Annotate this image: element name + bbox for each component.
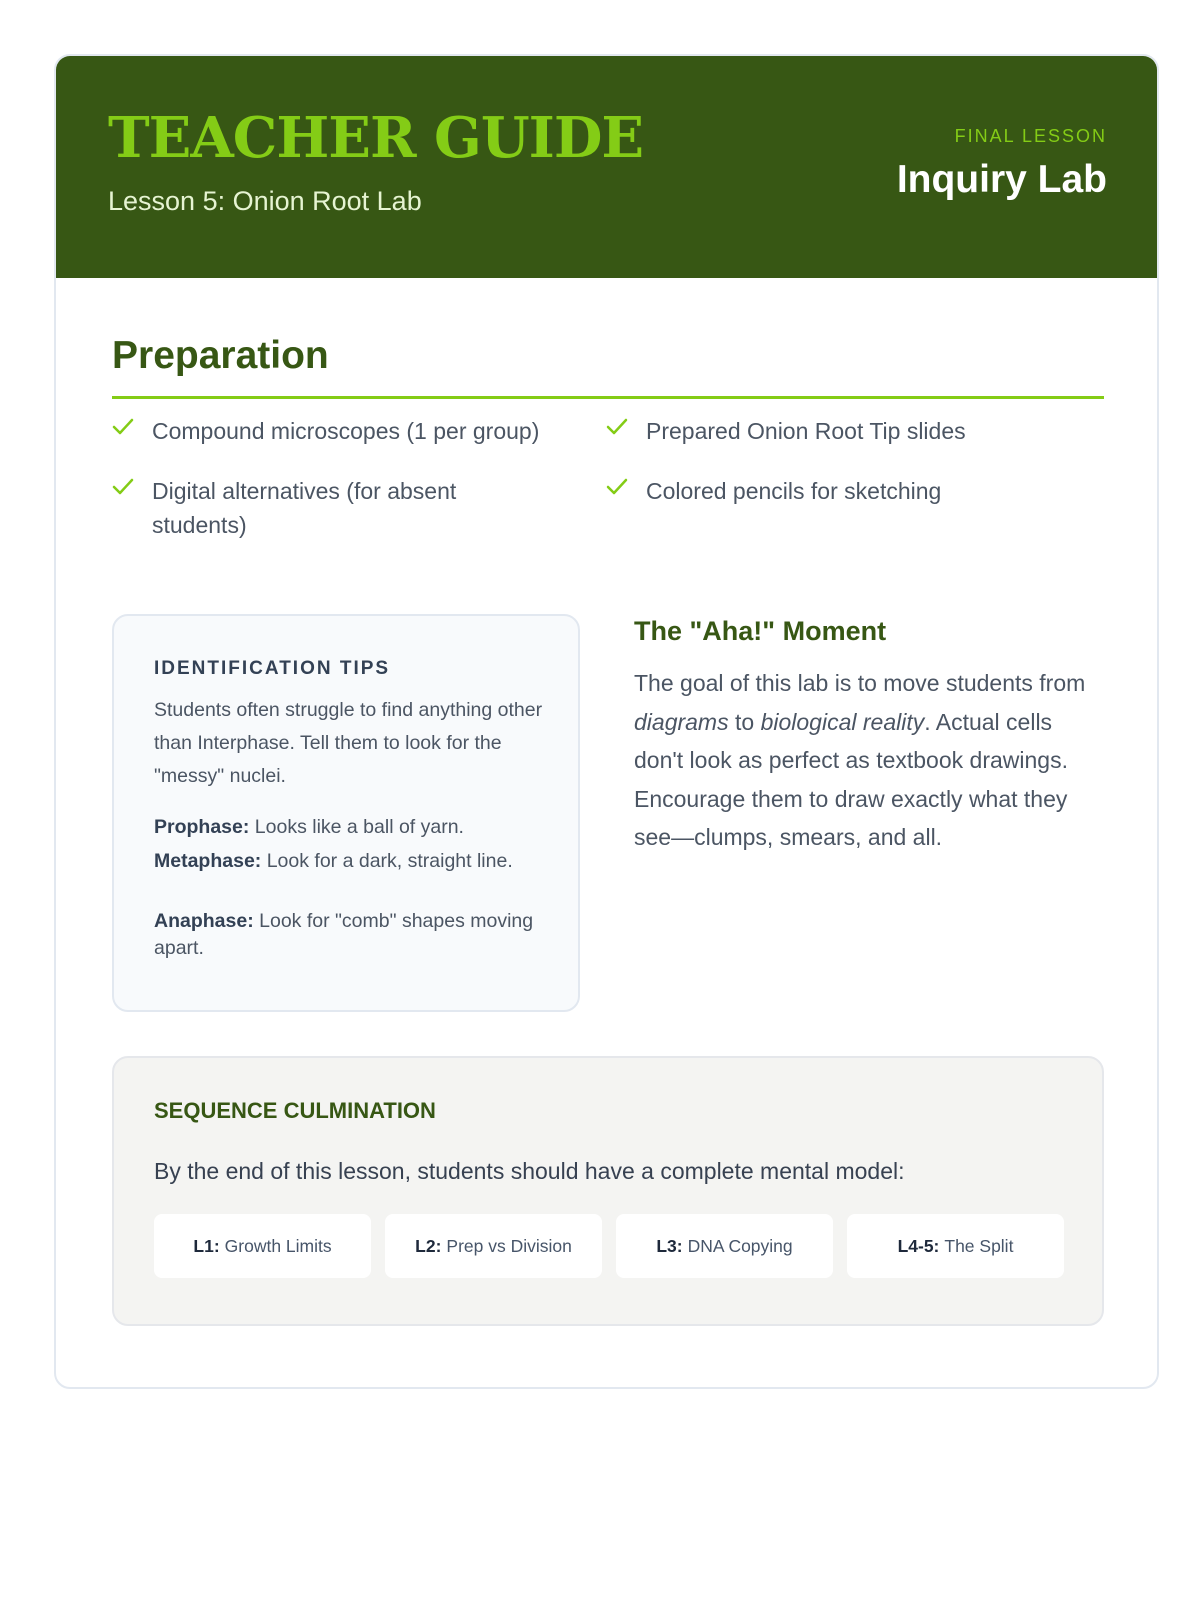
prep-item-label: Prepared Onion Root Tip slides xyxy=(646,418,966,444)
lesson-pill xyxy=(154,1214,371,1278)
prep-item xyxy=(606,474,1076,508)
phase-tip xyxy=(154,908,544,962)
preparation-divider xyxy=(112,396,1104,399)
teacher-guide-card xyxy=(54,54,1159,1389)
aha-text-3: . Actual cells don't look as perfect as textbook drawings. Encourage them to draw exactly what they see—clumps, smears, and all. xyxy=(634,708,1068,850)
lesson-kicker: FINAL LESSON xyxy=(954,126,1107,146)
sequence-heading: SEQUENCE CULMINATION xyxy=(154,1098,436,1123)
phase-tip xyxy=(154,848,544,875)
lesson-pill xyxy=(847,1214,1064,1278)
tips-intro: Students often struggle to find anything other than Interphase. Tell them to look for the "messy" nuclei. xyxy=(154,699,543,787)
guide-header xyxy=(54,54,1159,278)
aha-text-2: to xyxy=(728,708,761,735)
aha-heading: The "Aha!" Moment xyxy=(634,616,887,646)
prep-item-label: Digital alternatives (for absent students) xyxy=(152,478,457,538)
pill-code: L1: xyxy=(193,1235,220,1256)
prep-item xyxy=(606,414,1076,448)
sequence-text: By the end of this lesson, students should have a complete mental model: xyxy=(154,1158,905,1184)
pill-code: L2: xyxy=(415,1235,442,1256)
phase-name: Anaphase: xyxy=(154,910,254,932)
guide-title: TEACHER GUIDE xyxy=(108,105,644,171)
check-icon xyxy=(112,474,152,496)
phase-name: Prophase: xyxy=(154,816,250,838)
pill-code: L4-5: xyxy=(897,1235,940,1256)
check-icon xyxy=(606,414,646,436)
phase-text: Look for a dark, straight line. xyxy=(266,850,513,872)
aha-emphasis-reality: biological reality xyxy=(760,708,925,735)
aha-paragraph xyxy=(634,664,1104,857)
phase-text: Looks like a ball of yarn. xyxy=(254,816,464,838)
phase-tip xyxy=(154,814,544,841)
check-icon xyxy=(606,474,646,496)
aha-emphasis-diagrams: diagrams xyxy=(634,708,729,735)
pill-label: DNA Copying xyxy=(687,1235,793,1256)
prep-item-label: Colored pencils for sketching xyxy=(646,478,942,504)
phase-text: Look for "comb" shapes moving apart. xyxy=(154,910,534,959)
pill-label: Prep vs Division xyxy=(446,1235,572,1256)
prep-item-label: Compound microscopes (1 per group) xyxy=(152,418,540,444)
phase-name: Metaphase: xyxy=(154,850,262,872)
check-icon xyxy=(112,414,152,436)
identification-tips-box xyxy=(112,614,580,1012)
lesson-pill xyxy=(616,1214,833,1278)
lesson-type: Inquiry Lab xyxy=(896,158,1107,201)
pill-label: The Split xyxy=(944,1235,1014,1256)
pill-label: Growth Limits xyxy=(224,1235,332,1256)
lesson-pills xyxy=(154,1214,1064,1278)
lesson-subtitle: Lesson 5: Onion Root Lab xyxy=(108,186,422,216)
preparation-heading: Preparation xyxy=(112,334,329,377)
pill-code: L3: xyxy=(656,1235,683,1256)
sequence-culmination-box xyxy=(112,1056,1104,1326)
aha-text-1: The goal of this lab is to move students from xyxy=(634,670,1086,696)
tips-heading: IDENTIFICATION TIPS xyxy=(154,658,391,679)
prep-item xyxy=(112,474,532,542)
prep-item xyxy=(112,414,582,448)
lesson-pill xyxy=(385,1214,602,1278)
